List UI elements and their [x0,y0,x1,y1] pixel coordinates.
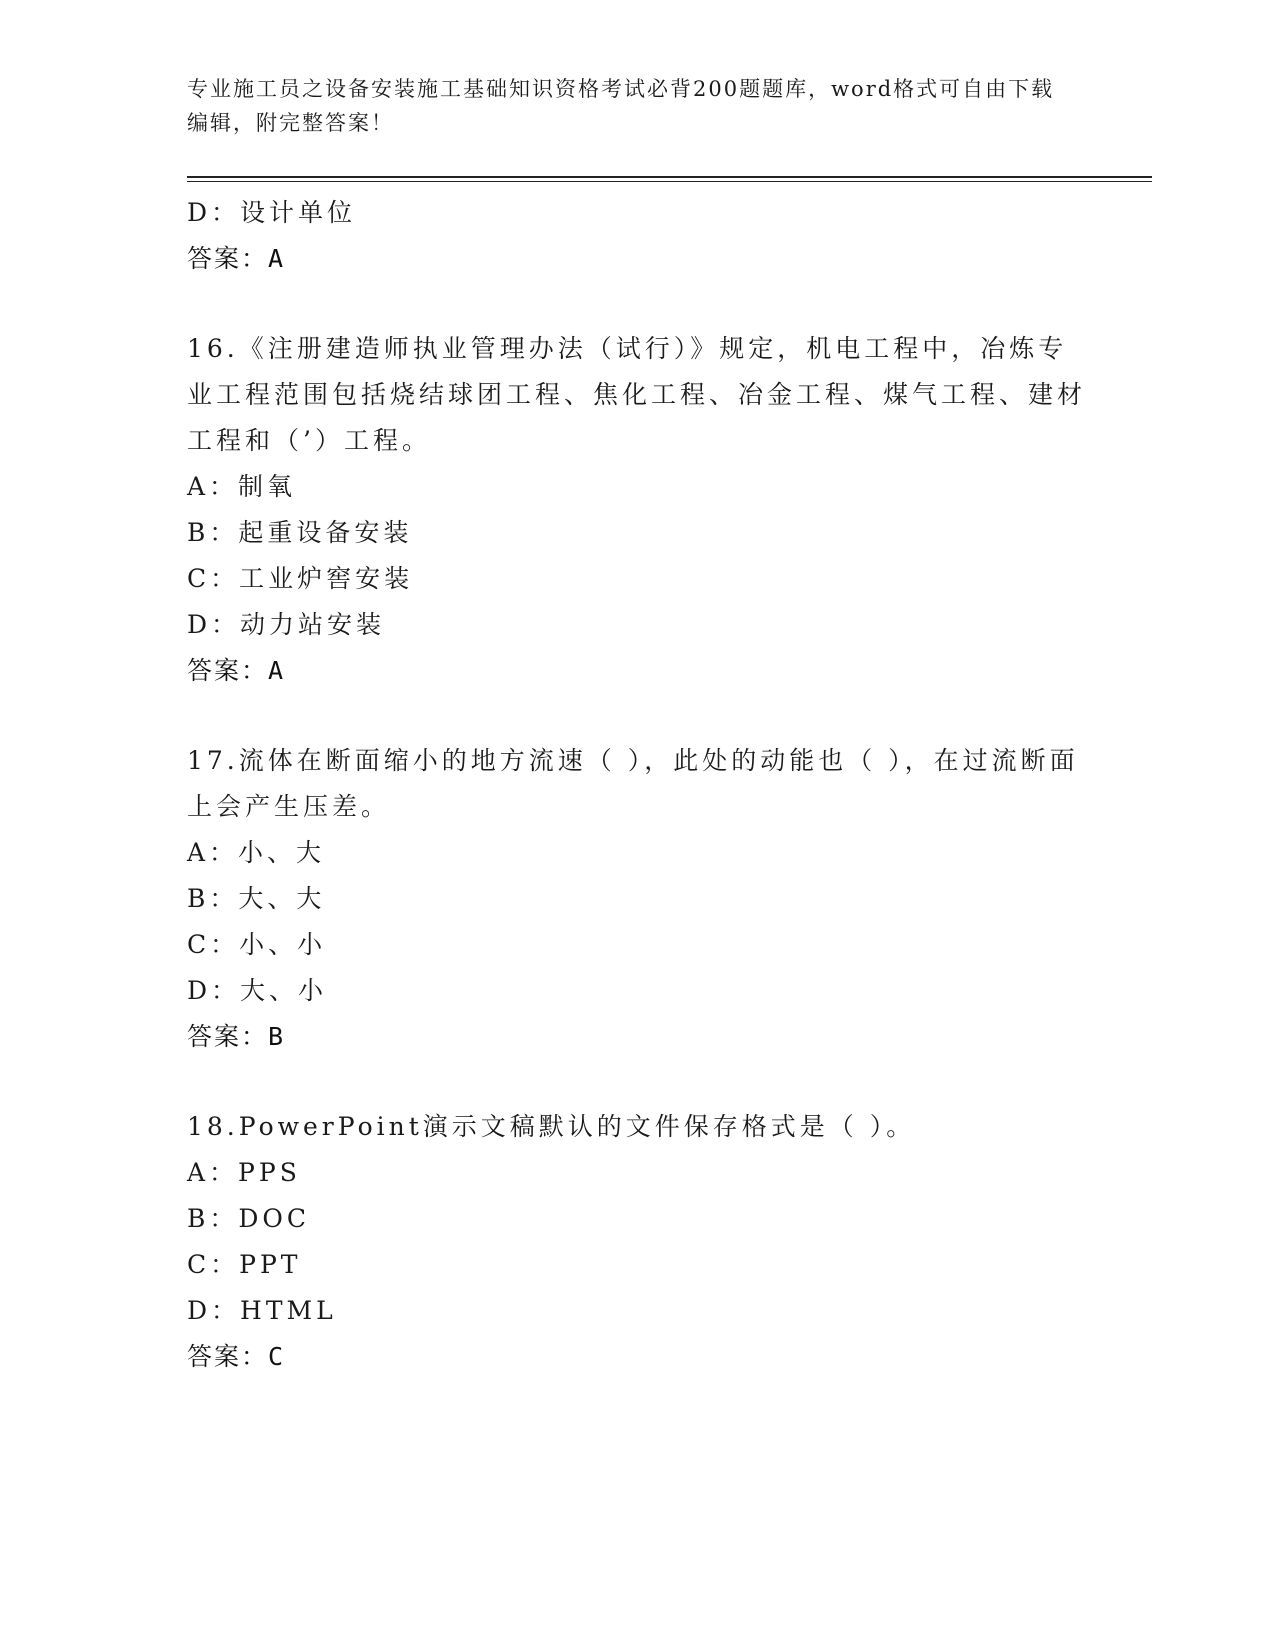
option-d: D：设计单位 [187,198,357,227]
answer: 答案：B [187,1022,286,1051]
option-c: C：工业炉窖安装 [187,564,414,593]
question-16: 16.《注册建造师执业管理办法（试行）》规定，机电工程中，冶炼专业工程范围包括烧结球团工程、焦化工程、冶金工程、煤气工程、建材工程和（’）工程。 [187,334,1087,455]
question-17: 17.流体在断面缩小的地方流速（ ），此处的动能也（ ），在过流断面上会产生压差。 [187,746,1079,821]
option-a: A：PPS [187,1158,301,1187]
answer: 答案：A [187,656,286,685]
option-c: C：小、小 [187,930,327,959]
document-header: 专业施工员之设备安装施工基础知识资格考试必背200题题库，word格式可自由下载编辑，附完整答案！ [187,77,1055,135]
question-list [187,190,1087,1380]
answer: 答案：A [187,244,286,273]
option-d: D：动力站安装 [187,610,386,639]
option-b: B：DOC [187,1204,311,1233]
option-b: B：大、大 [187,884,326,913]
option-b: B：起重设备安装 [187,518,413,547]
question-18: 18.PowerPoint演示文稿默认的文件保存格式是（ ）。 [187,1112,916,1141]
option-d: D：HTML [187,1296,337,1325]
option-d: D：大、小 [187,976,328,1005]
answer: 答案：C [187,1342,286,1371]
option-c: C：PPT [187,1250,302,1279]
header-divider [187,176,1152,182]
option-a: A：制氧 [187,472,297,501]
option-a: A：小、大 [187,838,326,867]
